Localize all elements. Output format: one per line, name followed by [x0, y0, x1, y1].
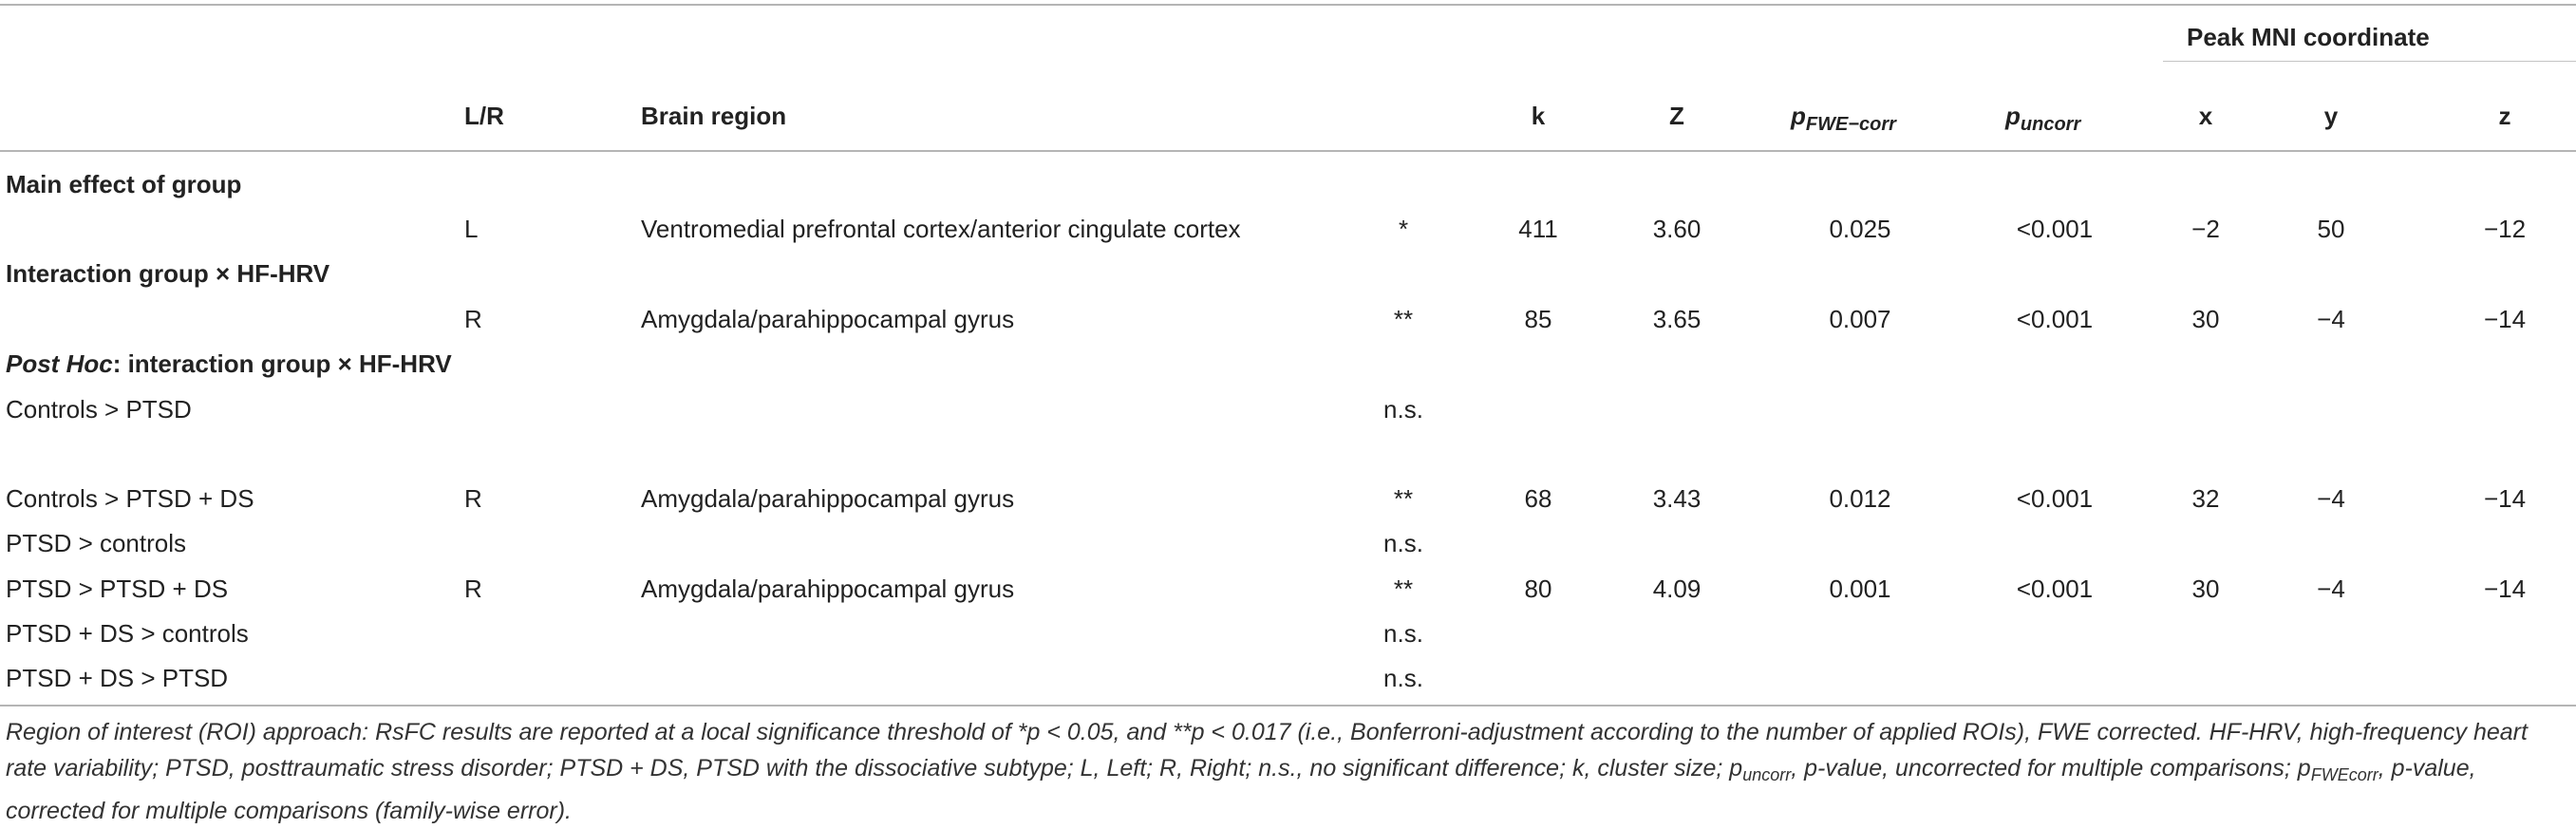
cell-lr: L: [464, 215, 479, 243]
header-p-fwe: $p_{FWE-corr}$: [1791, 102, 1896, 135]
cell-sig: **: [1393, 305, 1414, 333]
header-bottom-rule: [0, 150, 2576, 152]
cell-sig: **: [1393, 484, 1414, 513]
cell-contrast: PTSD > controls: [6, 529, 187, 557]
cell-x: 30: [2191, 305, 2220, 333]
cell-p-uncorr: <0.001: [2016, 575, 2094, 603]
cell-region: Ventromedial prefrontal cortex/anterior cingulate cortex: [641, 215, 1241, 243]
cell-p-fwe: 0.012: [1829, 484, 1891, 513]
cell-region: Amygdala/parahippocampal gyrus: [641, 484, 1015, 513]
cell-z: −14: [2483, 575, 2527, 603]
cell-k: 411: [1518, 215, 1558, 243]
section-posthoc: Post Hoc: interaction group × HF-HRV: [6, 349, 452, 378]
cell-p-uncorr: <0.001: [2016, 305, 2094, 333]
cell-k: 80: [1524, 575, 1552, 603]
header-k: k: [1531, 102, 1546, 130]
header-brain-region: Brain region: [641, 102, 787, 130]
cell-lr: R: [464, 484, 482, 513]
cell-contrast: PTSD + DS > PTSD: [6, 664, 229, 692]
cell-sig: n.s.: [1383, 619, 1423, 648]
cell-p-uncorr: <0.001: [2016, 215, 2094, 243]
cell-sig: n.s.: [1383, 664, 1423, 692]
cell-lr: R: [464, 575, 482, 603]
cell-y: −4: [2317, 575, 2345, 603]
header-x: x: [2198, 102, 2213, 130]
cell-x: 32: [2191, 484, 2220, 513]
header-lr: L/R: [464, 102, 504, 130]
header-z: z: [2498, 102, 2511, 130]
cell-p-fwe: 0.025: [1829, 215, 1891, 243]
cell-z-score: 3.43: [1652, 484, 1702, 513]
cell-y: 50: [2317, 215, 2345, 243]
cell-contrast: PTSD > PTSD + DS: [6, 575, 229, 603]
table-bottom-rule: [0, 705, 2576, 707]
cell-sig: n.s.: [1383, 395, 1423, 424]
header-peak-mni: Peak MNI coordinate: [2187, 23, 2430, 51]
table-footnote: Region of interest (ROI) approach: RsFC results are reported at a local significance threshold of *p < 0.05, and **p < 0.017 (i.e., Bonferroni-adjustment according to the number of applied ROIs), FWE corrected. HF-HRV, high-frequency heart rate variability; PTSD, posttraumatic stress disorder; PTSD + DS, PTSD with the dissociative subtype; L, Left; R, Right; n.s., no significant difference; k, cluster size; $p_{uncorr}$, p-value, uncorrected for multiple comparisons; $p_{FWEcorr}$, p-value, corrected for multiple comparisons (family-wise error).: [6, 719, 2528, 824]
peak-mni-underline: [2163, 61, 2576, 62]
cell-region: Amygdala/parahippocampal gyrus: [641, 575, 1015, 603]
header-y: y: [2323, 102, 2339, 130]
section-main-effect: Main effect of group: [6, 170, 242, 198]
cell-z-score: 3.60: [1652, 215, 1702, 243]
cell-p-fwe: 0.007: [1829, 305, 1891, 333]
cell-z-score: 4.09: [1652, 575, 1702, 603]
cell-p-fwe: 0.001: [1829, 575, 1891, 603]
cell-z: −14: [2483, 484, 2527, 513]
table-top-rule: [0, 4, 2576, 6]
header-z-score: Z: [1669, 102, 1684, 130]
header-p-uncorr: $p_{uncorr}$: [2005, 102, 2081, 135]
cell-k: 85: [1524, 305, 1552, 333]
cell-p-uncorr: <0.001: [2016, 484, 2094, 513]
cell-contrast: Controls > PTSD: [6, 395, 192, 424]
cell-y: −4: [2317, 484, 2345, 513]
cell-contrast: PTSD + DS > controls: [6, 619, 249, 648]
cell-z: −14: [2483, 305, 2527, 333]
cell-sig: *: [1398, 215, 1409, 243]
cell-contrast: Controls > PTSD + DS: [6, 484, 254, 513]
cell-x: 30: [2191, 575, 2220, 603]
cell-x: −2: [2191, 215, 2220, 243]
cell-region: Amygdala/parahippocampal gyrus: [641, 305, 1015, 333]
cell-y: −4: [2317, 305, 2345, 333]
cell-z-score: 3.65: [1652, 305, 1702, 333]
section-interaction: Interaction group × HF-HRV: [6, 259, 330, 288]
cell-lr: R: [464, 305, 482, 333]
cell-z: −12: [2483, 215, 2527, 243]
cell-sig: n.s.: [1383, 529, 1423, 557]
cell-sig: **: [1393, 575, 1414, 603]
cell-k: 68: [1524, 484, 1552, 513]
